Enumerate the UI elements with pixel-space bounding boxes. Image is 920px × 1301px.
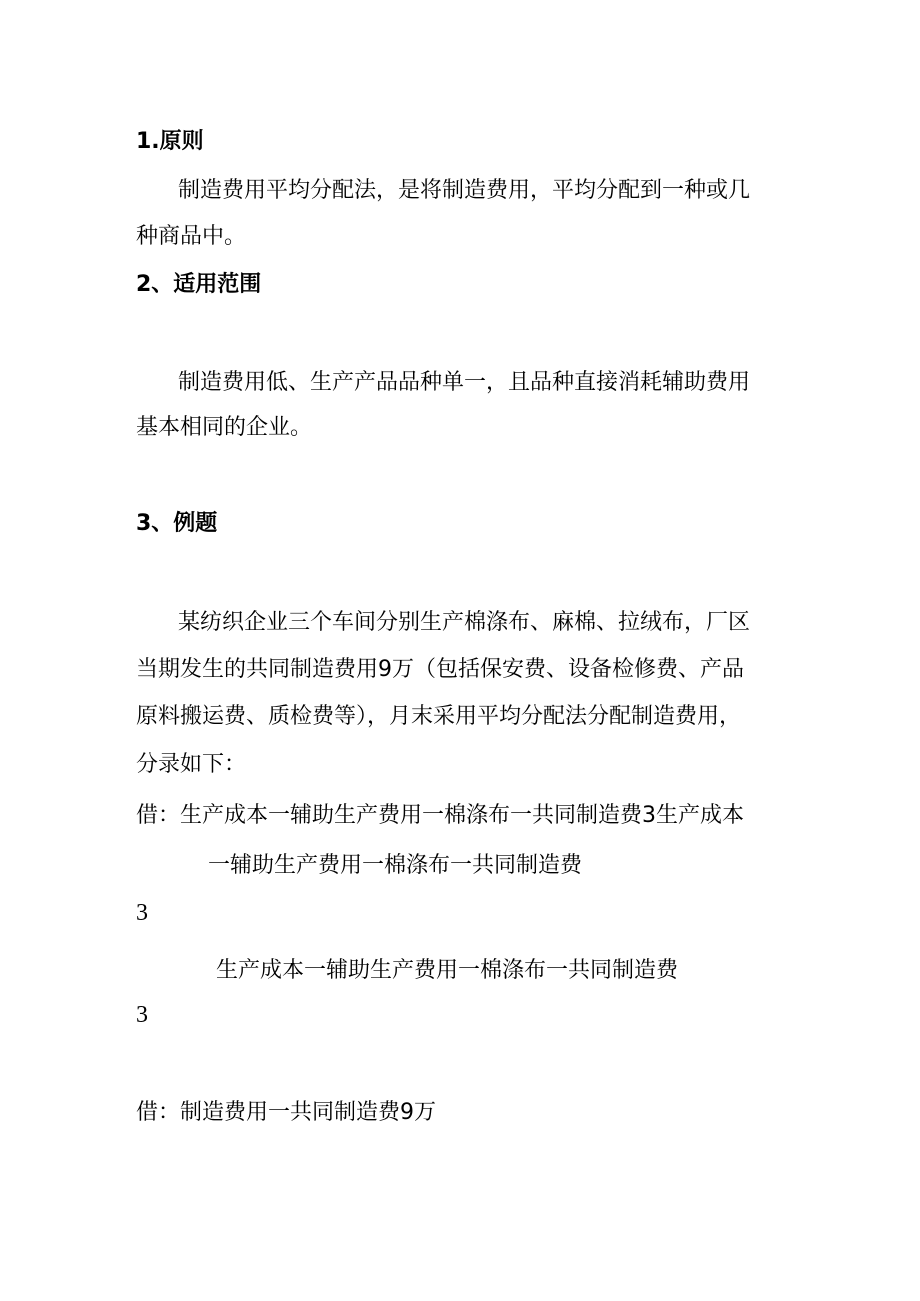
journal-entry-debit-1: 借：生产成本一辅助生产费用一棉涤布一共同制造费3生产成本 (136, 803, 744, 828)
journal-entry-credit: 生产成本一辅助生产费用一棉涤布一共同制造费 (216, 958, 679, 983)
section-heading-scope: 2、适用范围 (136, 272, 262, 297)
principle-line-2: 种商品中。 (136, 224, 247, 249)
journal-entry-amount-1: 3 (136, 900, 148, 926)
principle-line-1: 制造费用平均分配法，是将制造费用，平均分配到一种或几 (178, 178, 751, 203)
journal-entry-amount-2: 3 (136, 1002, 148, 1028)
scope-line-1: 制造费用低、生产产品品种单一，且品种直接消耗辅助费用 (178, 370, 751, 395)
scope-line-2: 基本相同的企业。 (136, 415, 313, 440)
section-heading-principle: 1.原则 (136, 129, 204, 154)
section-heading-example: 3、例题 (136, 511, 218, 536)
journal-entry-continuation: 一辅助生产费用一棉涤布一共同制造费 (208, 853, 583, 878)
example-line-2: 当期发生的共同制造费用9万（包括保安费、设备检修费、产品 (136, 657, 744, 682)
example-line-3: 原料搬运费、质检费等），月末采用平均分配法分配制造费用， (136, 704, 742, 729)
journal-entry-debit-2: 借：制造费用一共同制造费9万 (136, 1100, 436, 1125)
example-line-1: 某纺织企业三个车间分别生产棉涤布、麻棉、拉绒布，厂区 (178, 610, 751, 635)
example-line-4: 分录如下： (136, 752, 247, 777)
